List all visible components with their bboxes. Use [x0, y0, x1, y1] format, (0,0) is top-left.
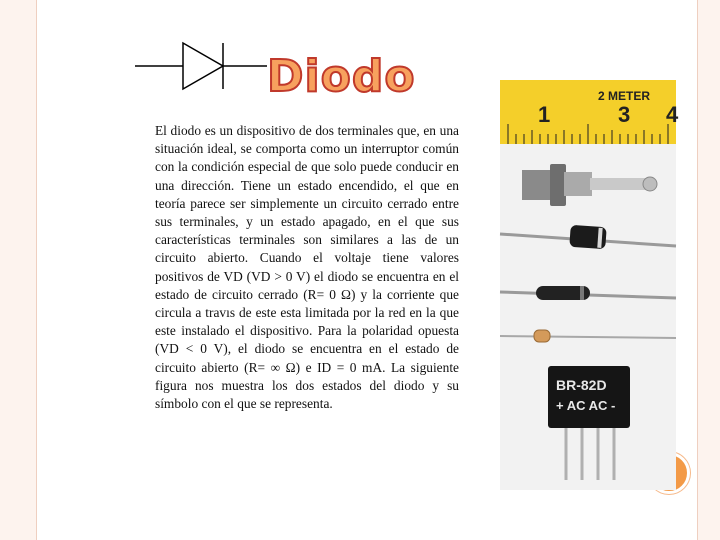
ruler-number: 3 [618, 102, 631, 127]
slide-body-text: El diodo es un dispositivo de dos terminales que, en una situación ideal, se comporta como un interruptor común con la condición especial de que solo puede conducir en una dirección. Tiene un estado encendido, el que en teoría parece ser simplemente un circuito cerrado entre sus terminales, y un estado apagado, en el que sus características terminales son similares a las de un circuito abierto. Cuando el voltaje tiene valores positivos de VD (VD > 0 V) el diodo se encuentra en el estado de circuito cerrado (R= 0 Ω) y la corriente que circula a travıs de este esta limitada por la red en la que este instalado el dispositivo. Para la polaridad opuesta (VD < 0 V), el diodo se encuentra en el estado de circuito abierto (R= ∞ Ω) e ID = 0 mA. La siguiente figura nos muestra los dos estados del diodo y su símbolo con el que se representa. [155, 123, 459, 412]
diodes-photo [500, 80, 679, 490]
ruler-number: 4 [666, 102, 679, 127]
bridge-markings: + AC AC - [556, 398, 616, 413]
bridge-part-number: BR-82D [556, 377, 607, 393]
slide-title: Diodo [267, 51, 416, 102]
ruler-label: 2 METER [598, 89, 651, 103]
diode-symbol-icon [135, 40, 275, 100]
ruler-number: 1 [538, 102, 551, 127]
